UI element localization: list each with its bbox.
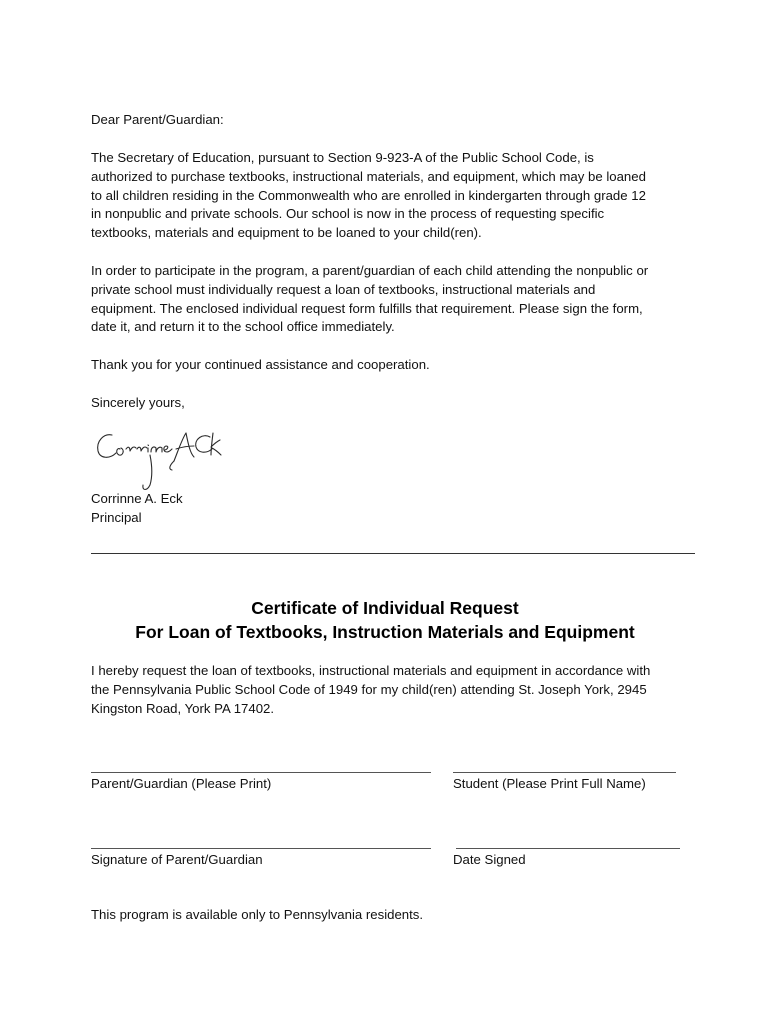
paragraph-1-line: to all children residing in the Commonwealth who are enrolled in kindergarten through grade 12 (91, 187, 646, 203)
request-paragraph (91, 662, 691, 718)
certificate-subtitle: For Loan of Textbooks, Instruction Materials and Equipment (135, 622, 635, 642)
signer-name: Corrinne A. Eck (91, 491, 183, 506)
paragraph-1-line: textbooks, materials and equipment to be loaned to your child(ren). (91, 225, 482, 241)
certificate-title: Certificate of Individual Request (251, 598, 519, 618)
date-signed-label: Date Signed (453, 852, 526, 867)
signer-title: Principal (91, 510, 142, 525)
paragraph-1-line: in nonpublic and private schools. Our school is now in the process of requesting specific (91, 206, 605, 222)
paragraph-1-line: The Secretary of Education, pursuant to Section 9-923-A of the Public School Code, is (91, 150, 594, 165)
paragraph-2 (91, 262, 691, 337)
request-line: the Pennsylvania Public School Code of 1949 for my child(ren) attending St. Joseph York, 2945 (91, 681, 647, 697)
date-signed-line[interactable] (456, 848, 680, 849)
student-print-label: Student (Please Print Full Name) (453, 776, 646, 791)
parent-signature-line[interactable] (91, 848, 431, 849)
paragraph-2-line: In order to participate in the program, a parent/guardian of each child attending the nonpublic or (91, 263, 649, 278)
student-print-line[interactable] (453, 772, 676, 773)
parent-print-label: Parent/Guardian (Please Print) (91, 776, 272, 791)
closing-line: Sincerely yours, (91, 395, 185, 410)
paragraph-2-line: equipment. The enclosed individual request form fulfills that requirement. Please sign the form, (91, 300, 643, 316)
thanks-line: Thank you for your continued assistance and cooperation. (91, 357, 430, 372)
paragraph-1-line: authorized to purchase textbooks, instructional materials, and equipment, which may be loaned (91, 168, 646, 184)
salutation: Dear Parent/Guardian: (91, 112, 224, 127)
section-divider (91, 553, 695, 554)
parent-print-line[interactable] (91, 772, 431, 773)
paragraph-2-line: private school must individually request a loan of textbooks, instructional materials and (91, 281, 596, 297)
paragraph-1 (91, 149, 691, 243)
request-line: Kingston Road, York PA 17402. (91, 700, 275, 716)
footer-note: This program is available only to Pennsylvania residents. (91, 907, 424, 922)
request-line: I hereby request the loan of textbooks, instructional materials and equipment in accordance with (91, 663, 651, 678)
handwritten-signature (90, 425, 230, 495)
paragraph-2-line: date it, and return it to the school office immediately. (91, 319, 395, 335)
signature-label: Signature of Parent/Guardian (91, 852, 263, 867)
